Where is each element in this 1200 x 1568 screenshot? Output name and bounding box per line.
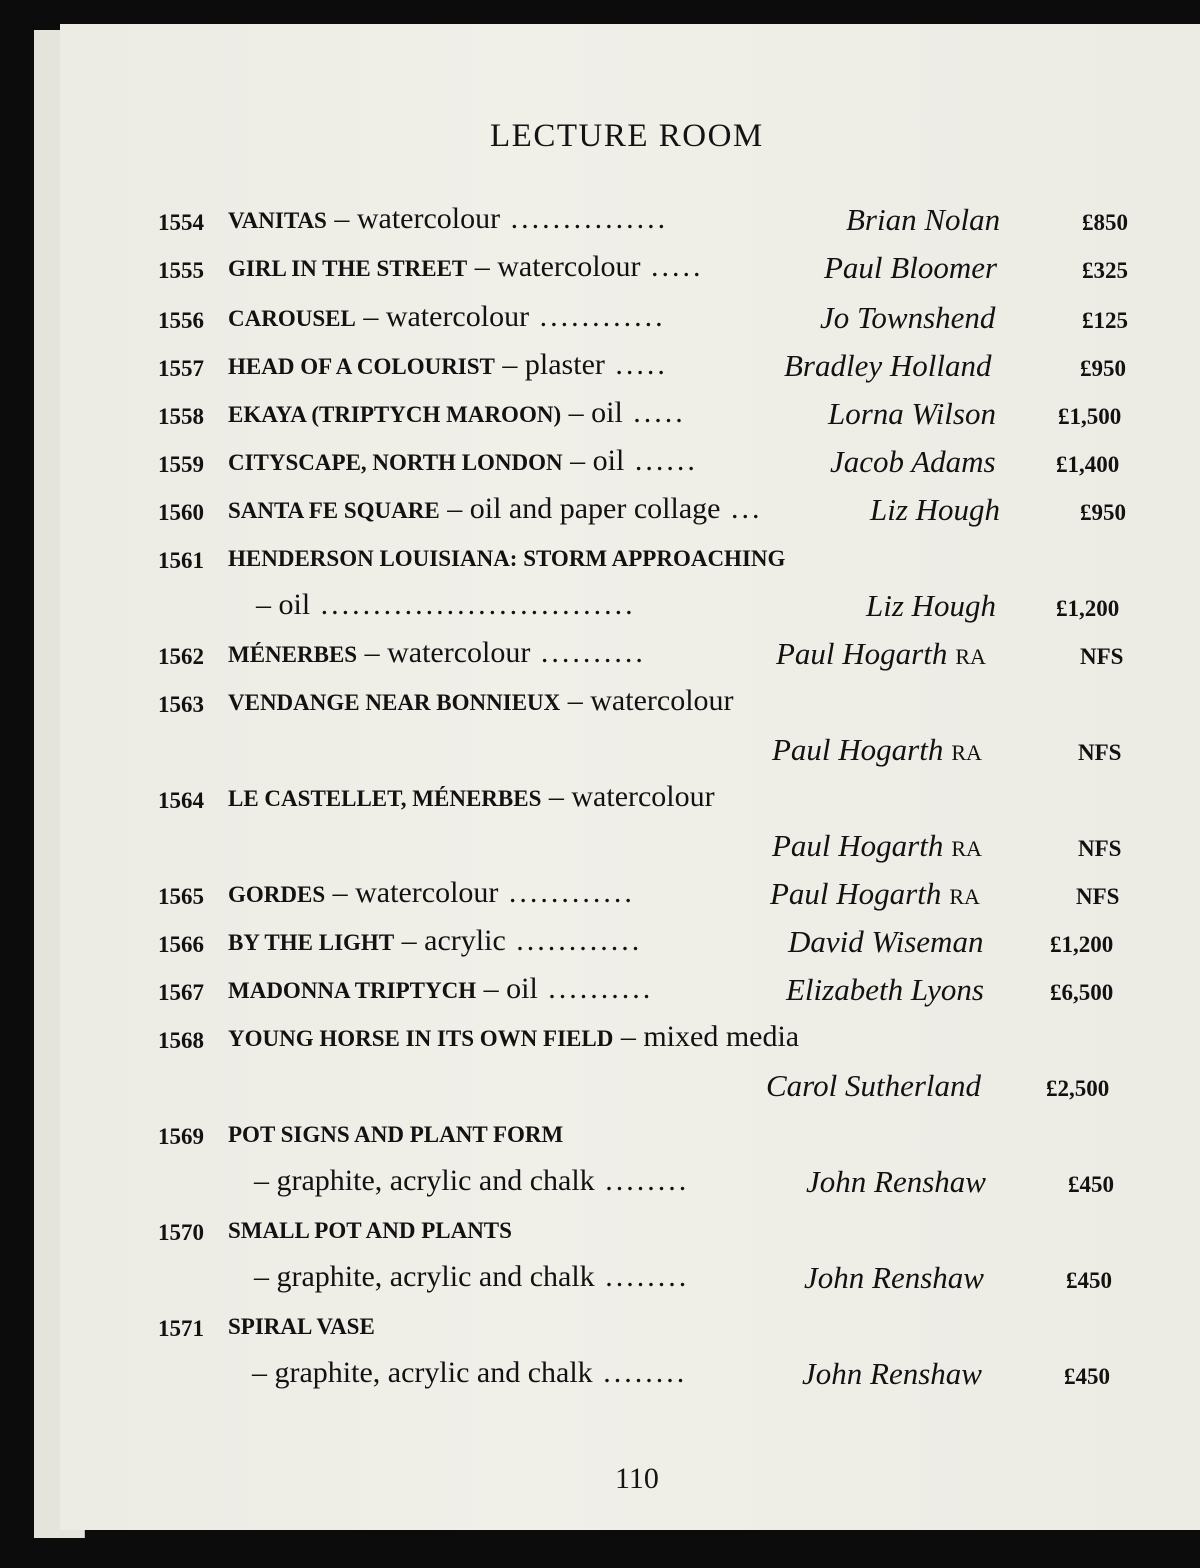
entry-medium: watercolour: [387, 636, 531, 669]
catalogue-entry: 1557 HEAD OF A COLOURIST – plaster ..... Bradley Holland £950: [158, 348, 1126, 383]
page-number: 110: [615, 1462, 659, 1495]
entry-artist: Elizabeth Lyons: [786, 972, 984, 1007]
entry-medium: mixed media: [643, 1020, 800, 1053]
catalogue-entry: 1564 LE CASTELLET, MÉNERBES – watercolour: [158, 780, 715, 813]
entry-price: NFS: [1076, 884, 1120, 909]
entry-medium: graphite, acrylic and chalk: [276, 1164, 595, 1197]
entry-artist: John Renshaw: [802, 1356, 982, 1391]
entry-artist: Jo Townshend: [820, 300, 996, 335]
entry-artist: Liz Hough: [866, 588, 997, 623]
book-page: [60, 24, 1200, 1530]
catalogue-entry-continuation: [60, 1068, 1200, 1108]
entry-price: £950: [1080, 356, 1126, 381]
entry-price: £1,400: [1056, 452, 1120, 477]
catalogue-entry: 1554 VANITAS – watercolour ............... Brian Nolan £850: [158, 202, 1128, 237]
entry-artist: David Wiseman: [788, 924, 984, 959]
catalogue-entry: 1565 GORDES – watercolour ............ Paul Hogarth RA NFS: [158, 876, 1120, 911]
entry-price: £1,200: [1050, 932, 1114, 957]
entry-artist: Carol Sutherland: [766, 1068, 982, 1103]
entry-artist: Liz Hough: [870, 492, 1001, 527]
entry-number: 1565: [158, 884, 204, 909]
catalogue-entry: 1562 MÉNERBES – watercolour .......... Paul Hogarth RA NFS: [158, 636, 1124, 671]
entry-title: CITYSCAPE, NORTH LONDON: [228, 450, 563, 475]
catalogue-entry-continuation: – graphite, acrylic and chalk ........ John Renshaw £450: [254, 1260, 1112, 1295]
entry-number: 1555: [158, 258, 204, 283]
entry-title: HENDERSON LOUISIANA: STORM APPROACHING: [228, 546, 786, 571]
entry-number: 1563: [158, 692, 204, 717]
entry-artist-suffix: RA: [951, 740, 982, 765]
entry-title: BY THE LIGHT: [228, 930, 395, 955]
entry-medium: watercolour: [497, 250, 641, 283]
entry-artist: Bradley Holland: [784, 348, 992, 383]
entry-number: 1566: [158, 932, 204, 957]
entry-medium: watercolour: [571, 780, 715, 813]
entry-artist-suffix: RA: [951, 836, 982, 861]
entry-title: LE CASTELLET, MÉNERBES: [228, 786, 542, 811]
catalogue-entry-continuation: – graphite, acrylic and chalk ........ John Renshaw £450: [252, 1356, 1110, 1391]
entry-artist: Lorna Wilson: [828, 396, 996, 431]
catalogue-entry: 1563 VENDANGE NEAR BONNIEUX – watercolour: [158, 684, 734, 717]
entry-number: 1560: [158, 500, 204, 525]
catalogue-entry: 1555 GIRL IN THE STREET – watercolour ..... Paul Bloomer £325: [158, 250, 1128, 285]
entry-artist: Paul Hogarth: [772, 732, 944, 767]
catalogue-entry-continuation: [60, 828, 1200, 868]
entry-number: 1557: [158, 356, 204, 381]
entry-medium: watercolour: [590, 684, 734, 717]
entry-medium: oil: [506, 972, 538, 1005]
entry-title: MADONNA TRIPTYCH: [228, 978, 477, 1003]
entry-medium: watercolour: [355, 876, 499, 909]
catalogue-entry: 1558 EKAYA (TRIPTYCH MAROON) – oil ..... Lorna Wilson £1,500: [158, 396, 1122, 431]
catalogue-entry: 1559 CITYSCAPE, NORTH LONDON – oil ...... Jacob Adams £1,400: [158, 444, 1120, 479]
catalogue-entry: 1556 CAROUSEL – watercolour ............ Jo Townshend £125: [158, 300, 1128, 335]
entry-artist: John Renshaw: [806, 1164, 986, 1199]
entry-price: NFS: [1080, 644, 1124, 669]
entry-medium: watercolour: [356, 202, 501, 235]
entry-price: £450: [1066, 1268, 1112, 1293]
entry-medium: graphite, acrylic and chalk: [274, 1356, 593, 1389]
entry-price: £1,500: [1058, 404, 1122, 429]
entry-medium: oil: [592, 444, 625, 477]
entry-title: SPIRAL VASE: [228, 1314, 375, 1339]
entry-price: £450: [1064, 1364, 1110, 1389]
entry-price: £2,500: [1046, 1076, 1110, 1101]
entry-number: 1554: [158, 210, 204, 235]
entry-title: EKAYA (TRIPTYCH MAROON): [228, 402, 562, 427]
entry-title: HEAD OF A COLOURIST: [228, 354, 495, 379]
entry-price: £850: [1082, 210, 1128, 235]
entry-number: 1559: [158, 452, 204, 477]
entry-number: 1564: [158, 788, 204, 813]
entry-artist-suffix: RA: [955, 644, 986, 669]
entry-title: POT SIGNS AND PLANT FORM: [228, 1122, 564, 1147]
entry-price: £450: [1068, 1172, 1114, 1197]
catalogue-entry-continuation: – graphite, acrylic and chalk ........ John Renshaw £450: [254, 1164, 1114, 1199]
entry-price: £950: [1080, 500, 1126, 525]
entry-artist: John Renshaw: [804, 1260, 984, 1295]
entry-number: 1567: [158, 980, 204, 1005]
entry-price: £325: [1082, 258, 1128, 283]
entry-price: NFS: [1078, 740, 1122, 765]
entry-artist: Paul Hogarth: [772, 828, 944, 863]
entry-medium: acrylic: [424, 924, 506, 957]
catalogue-entry: [60, 1308, 1200, 1348]
entry-medium: graphite, acrylic and chalk: [276, 1260, 595, 1293]
entry-title: VENDANGE NEAR BONNIEUX: [228, 690, 561, 715]
entry-number: 1556: [158, 308, 204, 333]
entry-price: NFS: [1078, 836, 1122, 861]
catalogue-entry: [60, 540, 1200, 580]
entry-artist: Jacob Adams: [830, 444, 996, 479]
entry-number: 1568: [158, 1028, 204, 1053]
entry-artist: Paul Bloomer: [824, 250, 998, 285]
catalogue-entry-continuation: – oil .............................. Liz Hough £1,200: [256, 588, 1120, 623]
entry-number: 1558: [158, 404, 204, 429]
entry-number: 1569: [158, 1124, 204, 1149]
catalogue-entry: 1566 BY THE LIGHT – acrylic ............ David Wiseman £1,200: [158, 924, 1114, 959]
entry-title: VANITAS: [228, 208, 327, 233]
entry-title: SMALL POT AND PLANTS: [228, 1218, 512, 1243]
catalogue-entry: [60, 1212, 1200, 1252]
catalogue-entry: 1560 SANTA FE SQUARE – oil and paper collage ... Liz Hough £950: [158, 492, 1126, 527]
page-title: LECTURE ROOM: [490, 118, 764, 154]
entry-title: GIRL IN THE STREET: [228, 256, 468, 281]
entry-artist: Paul Hogarth: [770, 876, 942, 911]
entry-title: YOUNG HORSE IN ITS OWN FIELD: [228, 1026, 614, 1051]
entry-medium: oil: [591, 396, 623, 429]
catalogue-entry: 1568 YOUNG HORSE IN ITS OWN FIELD – mixed media: [158, 1020, 800, 1053]
entry-medium: watercolour: [385, 300, 530, 333]
entry-medium: plaster: [524, 348, 605, 381]
entry-medium: oil: [278, 588, 311, 621]
entry-number: 1562: [158, 644, 204, 669]
entry-number: 1561: [158, 548, 204, 573]
entry-title: SANTA FE SQUARE: [228, 498, 440, 523]
catalogue-entry-continuation: [60, 732, 1200, 772]
entry-title: CAROUSEL: [228, 306, 356, 331]
entry-artist-suffix: RA: [949, 884, 980, 909]
entry-medium: oil and paper collage: [469, 492, 721, 525]
entry-number: 1571: [158, 1316, 204, 1341]
entry-artist: Brian Nolan: [846, 202, 1001, 237]
catalogue-entry: [60, 1116, 1200, 1156]
entry-price: £125: [1082, 308, 1128, 333]
entry-title: GORDES: [228, 882, 326, 907]
entry-number: 1570: [158, 1220, 204, 1245]
entry-price: £6,500: [1050, 980, 1114, 1005]
entry-title: MÉNERBES: [228, 642, 358, 667]
entry-price: £1,200: [1056, 596, 1120, 621]
entry-artist: Paul Hogarth: [776, 636, 948, 671]
catalogue-entry: 1567 MADONNA TRIPTYCH – oil .......... Elizabeth Lyons £6,500: [158, 972, 1114, 1007]
